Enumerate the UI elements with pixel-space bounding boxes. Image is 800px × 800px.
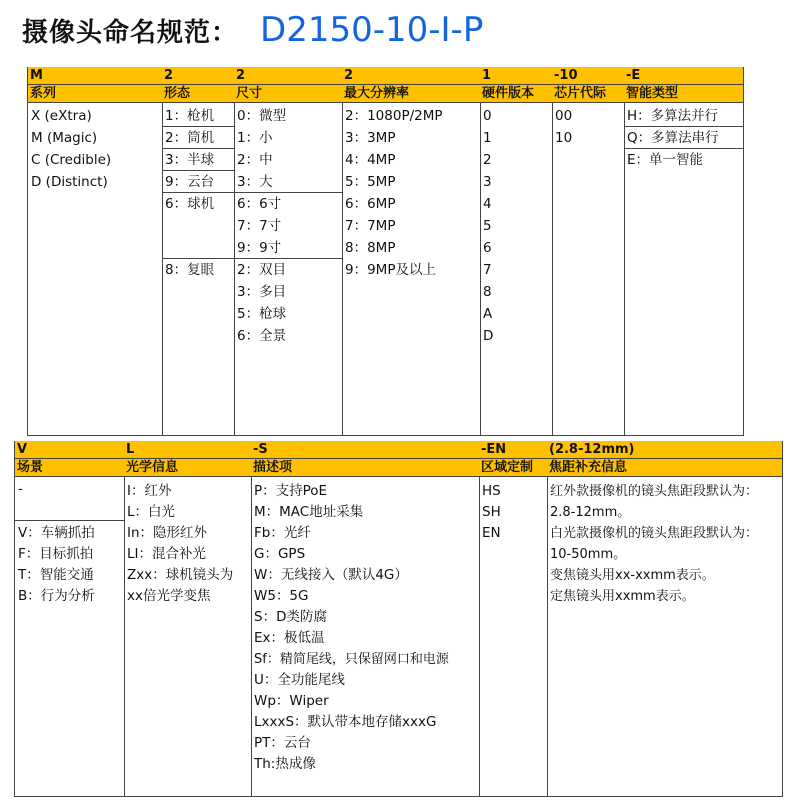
desc-item: LxxxS：默认带本地存储xxxG bbox=[254, 714, 437, 730]
desc-item: W5：5G bbox=[254, 588, 309, 604]
col-size bbox=[234, 67, 343, 435]
series-code: M bbox=[28, 67, 162, 85]
region-item: EN bbox=[482, 525, 501, 541]
resolution-item: 5：5MP bbox=[345, 174, 396, 190]
resolution-item: 6：6MP bbox=[345, 196, 396, 212]
size-label: 尺寸 bbox=[234, 85, 342, 103]
focal-item: 红外款摄像机的镜头焦距段默认为： bbox=[550, 484, 759, 499]
naming-table-1 bbox=[27, 67, 744, 436]
series-item: C (Credible) bbox=[31, 152, 112, 168]
col-scene bbox=[15, 441, 125, 796]
series-item: M (Magic) bbox=[31, 130, 98, 146]
chip-item: 10 bbox=[555, 130, 573, 146]
hw-item: 8 bbox=[483, 284, 492, 300]
focal-item: 定焦镜头用xxmm表示。 bbox=[550, 589, 695, 604]
optics-item: I：红外 bbox=[127, 483, 172, 499]
size-code: 2 bbox=[234, 67, 342, 85]
size-item: 2：双目 bbox=[237, 262, 287, 278]
ai-label: 智能类型 bbox=[624, 85, 743, 103]
form-item: 3：半球 bbox=[162, 149, 234, 171]
hw-item: A bbox=[483, 306, 493, 322]
desc-item: Fb：光纤 bbox=[254, 525, 311, 541]
size-item: 7：7寸 bbox=[237, 218, 282, 234]
col-optics bbox=[124, 441, 252, 796]
hw-item: 2 bbox=[483, 152, 492, 168]
series-item: D (Distinct) bbox=[31, 174, 108, 190]
desc-item: Th:热成像 bbox=[254, 756, 316, 772]
scene-item: B：行为分析 bbox=[18, 588, 95, 604]
resolution-item: 7：7MP bbox=[345, 218, 396, 234]
ai-code: -E bbox=[624, 67, 743, 85]
size-item: 6：6寸 bbox=[237, 196, 282, 212]
hw-item: D bbox=[483, 328, 494, 344]
desc-item: S：D类防腐 bbox=[254, 609, 327, 625]
focal-code: (2.8-12mm) bbox=[547, 441, 782, 459]
region-item: SH bbox=[482, 504, 501, 520]
ai-item: Q：多算法串行 bbox=[624, 127, 743, 149]
resolution-item: 9：9MP及以上 bbox=[345, 262, 436, 278]
scene-label: 场景 bbox=[15, 459, 124, 477]
optics-item: LI：混合补光 bbox=[127, 546, 207, 562]
optics-label: 光学信息 bbox=[124, 459, 251, 477]
hw-item: 7 bbox=[483, 262, 492, 278]
optics-code: L bbox=[124, 441, 251, 459]
page-title bbox=[22, 10, 483, 50]
resolution-item: 2：1080P/2MP bbox=[345, 108, 443, 124]
focal-item: 白光款摄像机的镜头焦距段默认为： bbox=[550, 526, 759, 541]
form-label: 形态 bbox=[162, 85, 234, 103]
desc-item: Sf：精简尾线，只保留网口和电源 bbox=[254, 652, 449, 667]
form-item: 1：枪机 bbox=[162, 105, 234, 127]
col-description bbox=[251, 441, 480, 796]
scene-item: - bbox=[15, 479, 124, 521]
optics-item: Zxx：球机镜头为 bbox=[127, 567, 234, 583]
col-focal-info bbox=[547, 441, 783, 796]
optics-item: L：白光 bbox=[127, 504, 176, 520]
series-label: 系列 bbox=[28, 85, 162, 103]
col-series bbox=[28, 67, 163, 435]
chip-label: 芯片代际 bbox=[552, 85, 624, 103]
hw-item: 0 bbox=[483, 108, 492, 124]
scene-item: V：车辆抓拍 bbox=[18, 525, 95, 541]
size-item: 2：中 bbox=[237, 152, 273, 168]
size-item: 1：小 bbox=[237, 130, 273, 146]
region-item: HS bbox=[482, 483, 501, 499]
resolution-code: 2 bbox=[342, 67, 480, 85]
desc-item: Wp：Wiper bbox=[254, 693, 329, 709]
hw-item: 4 bbox=[483, 196, 492, 212]
desc-code: -S bbox=[251, 441, 479, 459]
form-item: 2：筒机 bbox=[162, 127, 234, 149]
size-item: 3：多目 bbox=[237, 284, 287, 300]
focal-item: 2.8-12mm。 bbox=[550, 505, 631, 520]
form-item: 8：复眼 bbox=[165, 262, 215, 278]
desc-item: P：支持PoE bbox=[254, 483, 328, 499]
size-item: 3：大 bbox=[234, 171, 342, 193]
col-chip-generation bbox=[552, 67, 625, 435]
naming-table-2 bbox=[14, 441, 783, 797]
chip-code: -10 bbox=[552, 67, 624, 85]
ai-item: H：多算法并行 bbox=[624, 105, 743, 127]
optics-item: In：隐形红外 bbox=[127, 525, 208, 541]
form-code: 2 bbox=[162, 67, 234, 85]
scene-code: V bbox=[15, 441, 124, 459]
hw-code: 1 bbox=[480, 67, 552, 85]
focal-label: 焦距补充信息 bbox=[547, 459, 782, 477]
hw-label: 硬件版本 bbox=[480, 85, 552, 103]
scene-item: T：智能交通 bbox=[18, 567, 94, 583]
region-label: 区域定制 bbox=[479, 459, 547, 477]
col-hardware-version bbox=[480, 67, 553, 435]
col-region bbox=[479, 441, 548, 796]
col-ai-type bbox=[624, 67, 744, 435]
scene-item: F：目标抓拍 bbox=[18, 546, 94, 562]
col-form bbox=[162, 67, 235, 435]
size-item: 0：微型 bbox=[237, 108, 287, 124]
desc-item: U：全功能尾线 bbox=[254, 672, 345, 688]
resolution-label: 最大分辨率 bbox=[342, 85, 480, 103]
resolution-item: 3：3MP bbox=[345, 130, 396, 146]
focal-item: 变焦镜头用xx-xxmm表示。 bbox=[550, 568, 715, 583]
desc-item: Ex：极低温 bbox=[254, 630, 325, 646]
hw-item: 1 bbox=[483, 130, 492, 146]
series-item: X (eXtra) bbox=[31, 108, 92, 124]
ai-item: E：单一智能 bbox=[627, 152, 704, 168]
size-item: 6：全景 bbox=[237, 328, 287, 344]
size-item: 9：9寸 bbox=[234, 237, 342, 259]
desc-label: 描述项 bbox=[251, 459, 479, 477]
size-item: 5：枪球 bbox=[237, 306, 287, 322]
col-resolution bbox=[342, 67, 481, 435]
focal-item: 10-50mm。 bbox=[550, 547, 627, 562]
form-item: 6：球机 bbox=[162, 193, 234, 259]
desc-item: M：MAC地址采集 bbox=[254, 504, 364, 520]
desc-item: G：GPS bbox=[254, 546, 306, 562]
desc-item: PT：云台 bbox=[254, 735, 311, 751]
hw-item: 3 bbox=[483, 174, 492, 190]
title-chinese: 摄像头命名规范： bbox=[22, 17, 239, 48]
desc-item: W：无线接入（默认4G） bbox=[254, 567, 408, 583]
resolution-item: 4：4MP bbox=[345, 152, 396, 168]
chip-item: 00 bbox=[555, 108, 573, 124]
optics-item: xx倍光学变焦 bbox=[127, 588, 211, 604]
resolution-item: 8：8MP bbox=[345, 240, 396, 256]
region-code: -EN bbox=[479, 441, 547, 459]
title-code: D2150-10-I-P bbox=[260, 10, 484, 50]
hw-item: 5 bbox=[483, 218, 492, 234]
form-item: 9：云台 bbox=[162, 171, 234, 193]
hw-item: 6 bbox=[483, 240, 492, 256]
